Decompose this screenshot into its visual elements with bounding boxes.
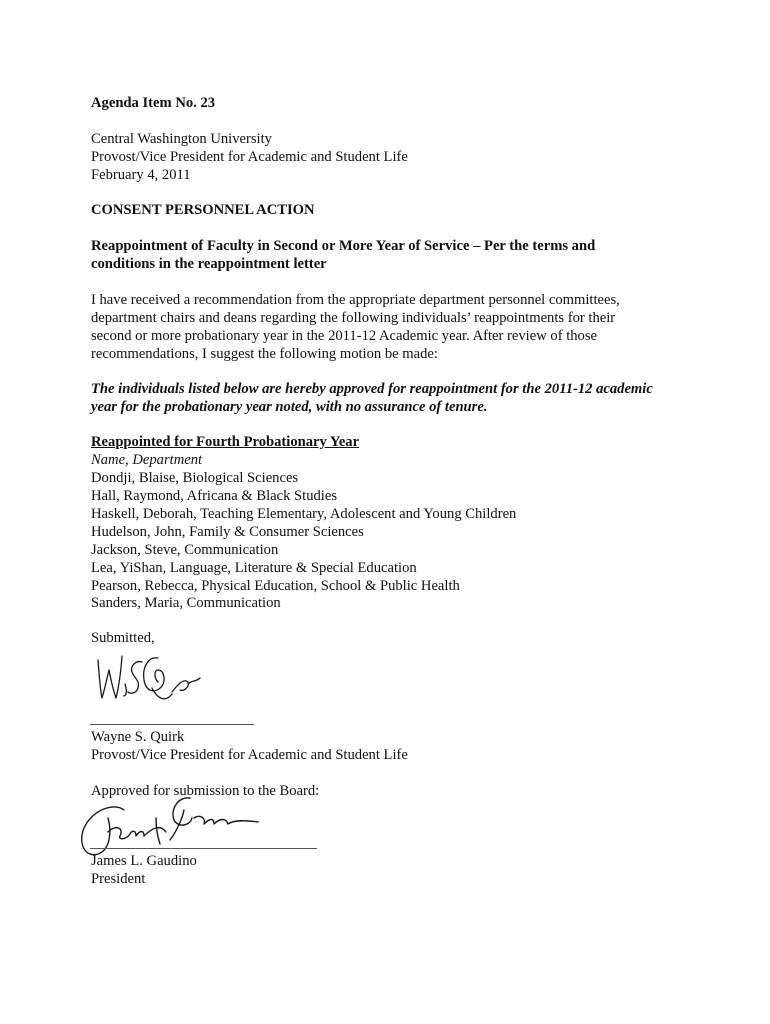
list-item: Lea, YiShan, Language, Literature & Special Education [91,560,417,576]
office-name: Provost/Vice President for Academic and Student Life [91,149,408,165]
submitted-label: Submitted, [91,630,155,646]
provost-signature-line [90,724,254,725]
agenda-item-number: Agenda Item No. 23 [91,95,216,111]
president-title: President [91,871,146,887]
provost-name: Wayne S. Quirk [91,729,185,745]
motion-line-2: year for the probationary year noted, with no assurance of tenure. [91,399,488,415]
subject-line-1: Reappointment of Faculty in Second or More Year of Service – Per the terms and [91,238,596,254]
provost-signature [92,648,204,706]
intro-line-2: department chairs and deans regarding the following individuals’ reappointments for their [91,310,616,326]
list-item: Dondji, Blaise, Biological Sciences [91,470,299,486]
motion-line-1: The individuals listed below are hereby approved for reappointment for the 2011-12 academic [91,381,653,397]
approval-label: Approved for submission to the Board: [91,783,320,799]
president-name: James L. Gaudino [91,853,197,869]
provost-title: Provost/Vice President for Academic and Student Life [91,747,408,763]
list-item: Haskell, Deborah, Teaching Elementary, Adolescent and Young Children [91,506,517,522]
list-column-header: Name, Department [91,452,203,468]
document-date: February 4, 2011 [91,167,191,183]
list-item: Hall, Raymond, Africana & Black Studies [91,488,338,504]
intro-line-1: I have received a recommendation from the appropriate department personnel committees, [91,292,620,308]
subject-line-2: conditions in the reappointment letter [91,256,327,272]
intro-line-4: recommendations, I suggest the following motion be made: [91,346,438,362]
action-title: CONSENT PERSONNEL ACTION [91,202,315,218]
list-item: Jackson, Steve, Communication [91,542,279,558]
list-item: Hudelson, John, Family & Consumer Sciences [91,524,364,540]
list-heading: Reappointed for Fourth Probationary Year [91,434,360,450]
list-item: Sanders, Maria, Communication [91,595,281,611]
list-item: Pearson, Rebecca, Physical Education, School & Public Health [91,578,460,594]
institution-name: Central Washington University [91,131,272,147]
intro-line-3: second or more probationary year in the 2011-12 Academic year. After review of those [91,328,598,344]
president-signature-line [90,848,317,849]
